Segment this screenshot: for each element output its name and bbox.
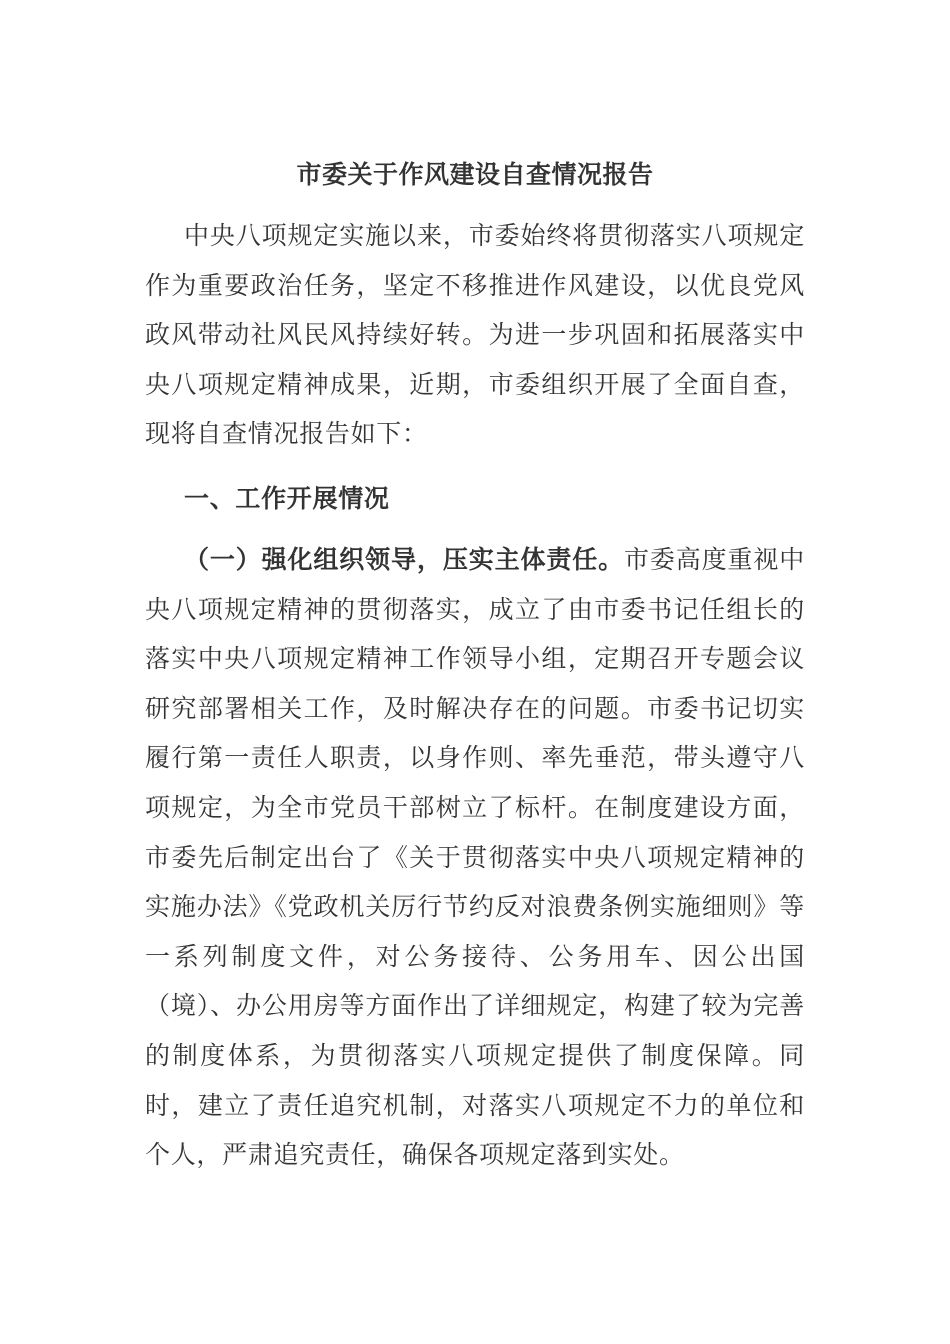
subsection-paragraph <box>145 535 805 1180</box>
subsection-lead: （一）强化组织领导，压实主体责任。 <box>184 545 624 574</box>
section-heading: 一、工作开展情况 <box>184 484 390 513</box>
intro-paragraph: 中央八项规定实施以来，市委始终将贯彻落实八项规定作为重要政治任务，坚定不移推进作风建设，以优良党风政风带动社风民风持续好转。为进一步巩固和拓展落实中央八项规定精神成果，近期，市委组织开展了全面自查，现将自查情况报告如下： <box>145 221 805 449</box>
subsection-body: 市委高度重视中央八项规定精神的贯彻落实，成立了由市委书记任组长的落实中央八项规定精神工作领导小组，定期召开专题会议研究部署相关工作，及时解决存在的问题。市委书记切实履行第一责任人职责，以身作则、率先垂范，带头遵守八项规定，为全市党员干部树立了标杆。在制度建设方面，市委先后制定出台了《关于贯彻落实中央八项规定精神的实施办法》《党政机关厉行节约反对浪费条例实施细则》等一系列制度文件，对公务接待、公务用车、因公出国（境）、办公用房等方面作出了详细规定，构建了较为完善的制度体系，为贯彻落实八项规定提供了制度保障。同时，建立了责任追究机制，对落实八项规定不力的单位和个人，严肃追究责任，确保各项规定落到实处。 <box>145 545 805 1170</box>
document-title: 市委关于作风建设自查情况报告 <box>296 160 654 189</box>
